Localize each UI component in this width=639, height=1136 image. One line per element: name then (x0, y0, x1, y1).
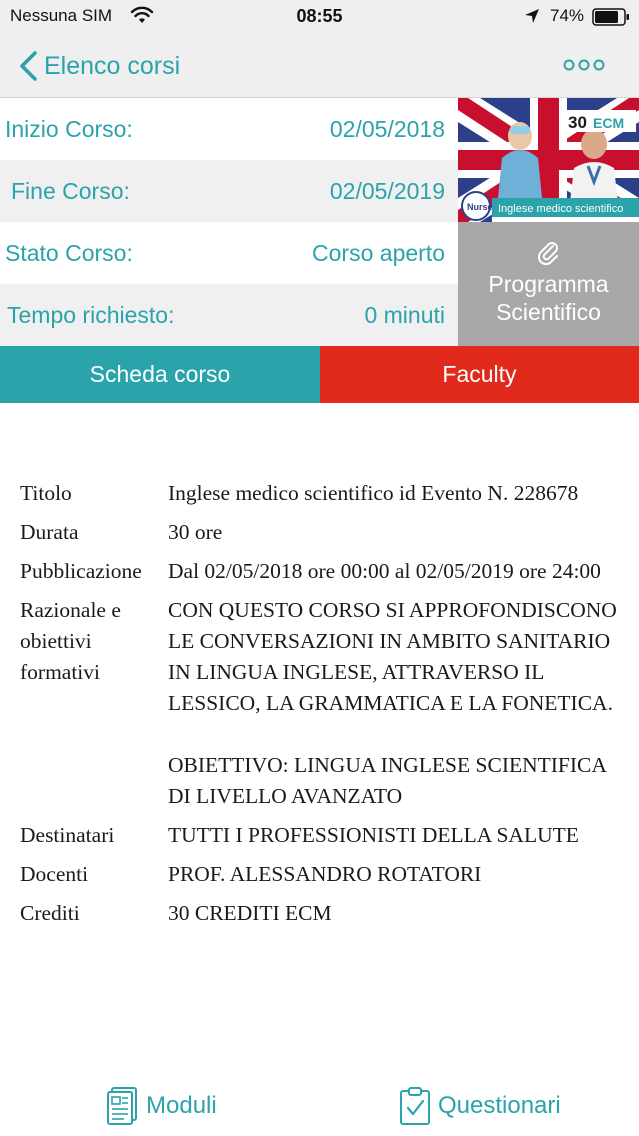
crediti-label: Crediti (20, 901, 80, 925)
tab-scheda-corso[interactable] (0, 346, 320, 403)
info-row-tempo (0, 284, 458, 346)
tab-scheda-label: Scheda corso (89, 361, 231, 387)
bottom-toolbar (0, 1076, 639, 1136)
battery-icon (592, 8, 630, 26)
back-button-label: Elenco corsi (44, 51, 181, 80)
wifi-icon (130, 6, 154, 24)
info-row-stato (0, 222, 458, 284)
back-button[interactable] (18, 48, 180, 84)
durata-label: Durata (20, 520, 79, 544)
razionale-paragraph-2: OBIETTIVO: LINGUA INGLESE SCIENTIFICA DI LIVELLO AVANZATO (168, 753, 606, 808)
detail-row-destinatari (20, 820, 620, 851)
titolo-label: Titolo (20, 481, 72, 505)
detail-row-crediti (20, 898, 620, 929)
razionale-paragraph-1: CON QUESTO CORSO SI APPROFONDISCONO LE CONVERSAZIONI IN AMBITO SANITARIO IN LINGUA INGLESE, ATTRAVERSO IL LESSICO, LA GRAMMATICA E LA FONETICA. (168, 598, 617, 715)
cover-title: Inglese medico scientifico (498, 203, 624, 215)
docenti-label: Docenti (20, 862, 89, 886)
programma-line2: Scientifico (496, 299, 601, 325)
titolo-value: Inglese medico scientifico id Evento N. 228678 (168, 481, 579, 505)
chevron-left-icon (18, 50, 38, 82)
stato-label: Stato Corso: (5, 239, 133, 266)
crediti-value: 30 CREDITI ECM (168, 901, 332, 925)
more-dots-icon[interactable] (562, 56, 606, 74)
clipboard-check-icon (398, 1086, 432, 1126)
moduli-button[interactable] (106, 1084, 217, 1128)
questionari-label: Questionari (438, 1092, 561, 1119)
cover-badge-text: ECM (593, 115, 625, 131)
info-row-inizio (0, 98, 458, 160)
destinatari-value: TUTTI I PROFESSIONISTI DELLA SALUTE (168, 823, 579, 847)
questionari-button[interactable] (398, 1084, 561, 1128)
tempo-label: Tempo richiesto: (7, 301, 175, 328)
course-details (20, 478, 620, 937)
carrier-label: Nessuna SIM (10, 6, 113, 25)
clock-label: 08:55 (296, 6, 343, 26)
stato-value: Corso aperto (312, 239, 445, 266)
tab-faculty-label: Faculty (442, 361, 517, 387)
pubblicazione-label: Pubblicazione (20, 559, 142, 583)
paperclip-icon (536, 240, 562, 266)
tempo-value: 0 minuti (364, 301, 445, 328)
navigation-bar (0, 34, 639, 98)
detail-row-pubblicazione (20, 556, 620, 587)
detail-row-docenti (20, 859, 620, 890)
document-icon (106, 1086, 140, 1126)
destinatari-label: Destinatari (20, 823, 115, 847)
programma-line1: Programma (488, 271, 609, 297)
detail-row-durata (20, 517, 620, 548)
durata-value: 30 ore (168, 520, 223, 544)
inizio-value: 02/05/2018 (329, 115, 445, 142)
docenti-value: PROF. ALESSANDRO ROTATORI (168, 862, 482, 886)
razionale-label: Razionale e obiettivi formativi (20, 598, 121, 684)
cover-illustration (458, 98, 639, 222)
razionale-value (168, 595, 620, 812)
location-arrow-icon (523, 7, 541, 25)
cover-badge-number: 30 (568, 113, 587, 132)
fine-value: 02/05/2019 (329, 177, 445, 204)
fine-label: Fine Corso: (11, 177, 130, 204)
status-bar (0, 0, 639, 34)
tab-faculty[interactable] (320, 346, 639, 403)
cover-logo: Nurse (467, 202, 493, 212)
programma-label (464, 270, 634, 326)
moduli-label: Moduli (146, 1092, 217, 1119)
battery-percent: 74% (550, 6, 585, 25)
programma-scientifico-button[interactable] (458, 222, 639, 346)
info-row-fine (0, 160, 458, 222)
course-cover-image (458, 98, 639, 222)
detail-row-titolo (20, 478, 620, 509)
pubblicazione-value: Dal 02/05/2018 ore 00:00 al 02/05/2019 ore 24:00 (168, 559, 601, 583)
inizio-label: Inizio Corso: (5, 115, 133, 142)
detail-row-razionale (20, 595, 620, 812)
